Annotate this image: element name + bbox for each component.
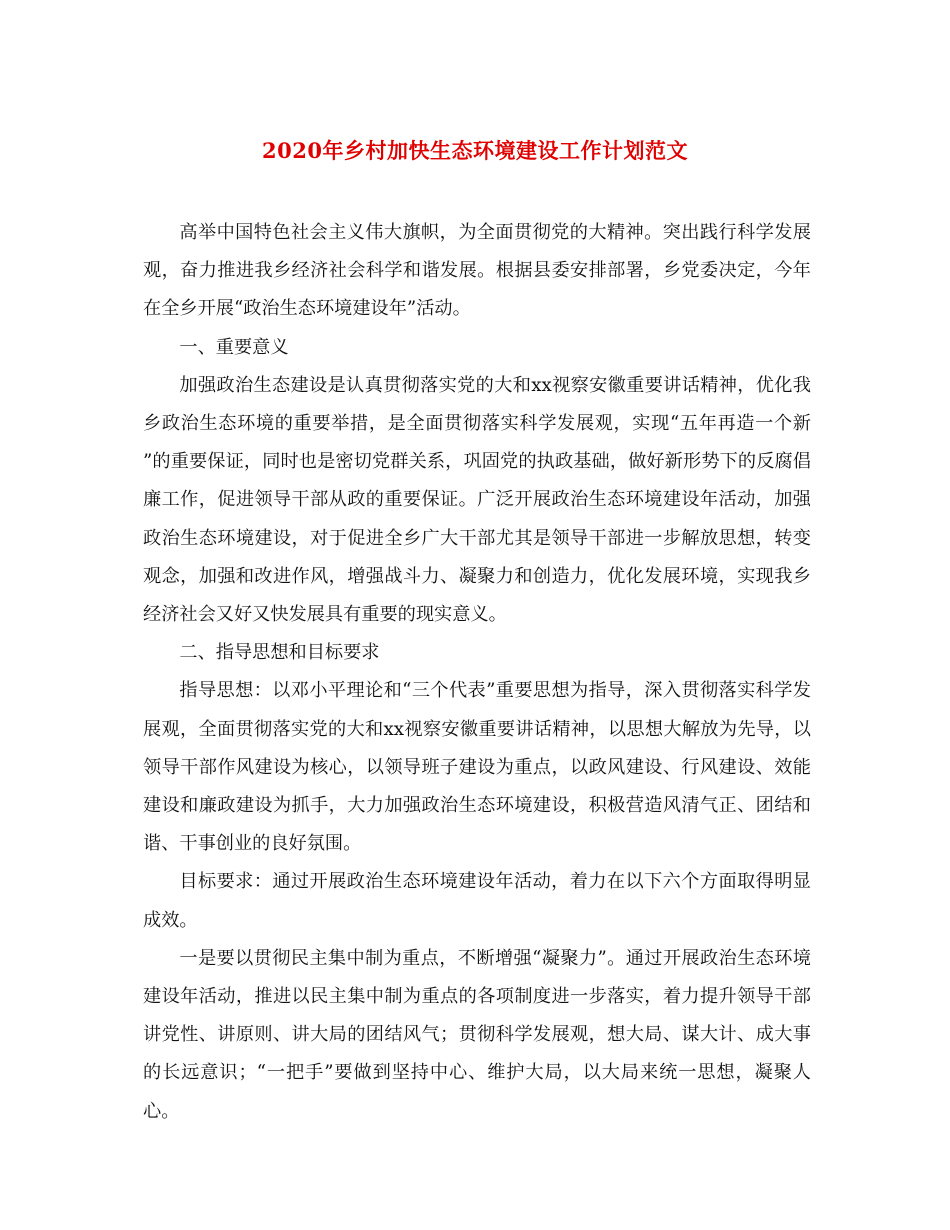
paragraph-target-requirements: 目标要求：通过开展政治生态环境建设年活动，着力在以下六个方面取得明显成效。 xyxy=(143,871,811,931)
paragraph-significance: 加强政治生态建设是认真贯彻落实党的大和xx视察安徽重要讲话精神，优化我乡政治生态环境的重要举措，是全面贯彻落实科学发展观，实现“五年再造一个新 ”的重要保证，同时也是密切党群关系，巩固党的执政基础，做好新形势下的反腐倡廉工作，促进领导干部从政的重要保证。广泛开展政治生态环境建设年活动，加强政治生态环境建设，对于促进全乡广大干部尤其是领导干部进一步解放思想，转变观念，加强和改进作风，增强战斗力、凝聚力和创造力，优化发展环境，实现我乡经济社会又好又快发展具有重要的现实意义。 xyxy=(143,374,811,626)
document-title: 2020年乡村加快生态环境建设工作计划范文 xyxy=(262,138,688,163)
section-heading-2: 二、指导思想和目标要求 xyxy=(179,642,380,664)
document-body xyxy=(143,214,811,1131)
paragraph-point-one: 一是要以贯彻民主集中制为重点，不断增强“凝聚力”。通过开展政治生态环境建设年活动，推进以民主集中制为重点的各项制度进一步落实，着力提升领导干部讲党性、讲原则、讲大局的团结风气；贯彻科学发展观，想大局、谋大计、成大事的长远意识；“一把手”要做到坚持中心、维护大局，以大局来统一思想，凝聚人心。 xyxy=(143,947,811,1122)
paragraph-intro: 高举中国特色社会主义伟大旗帜，为全面贯彻党的大精神。突出践行科学发展观，奋力推进我乡经济社会科学和谐发展。根据县委安排部署，乡党委决定，今年在全乡开展“政治生态环境建设年”活动。 xyxy=(143,222,811,320)
paragraph-guiding-ideology: 指导思想：以邓小平理论和“三个代表”重要思想为指导，深入贯彻落实科学发展观，全面贯彻落实党的大和xx视察安徽重要讲话精神，以思想大解放为先导，以领导干部作风建设为核心，以领导班子建设为重点，以政风建设、行风建设、效能建设和廉政建设为抓手，大力加强政治生态环境建设，积极营造风清气正、团结和谐、干事创业的良好氛围。 xyxy=(143,680,811,855)
section-heading-1: 一、重要意义 xyxy=(179,336,289,358)
